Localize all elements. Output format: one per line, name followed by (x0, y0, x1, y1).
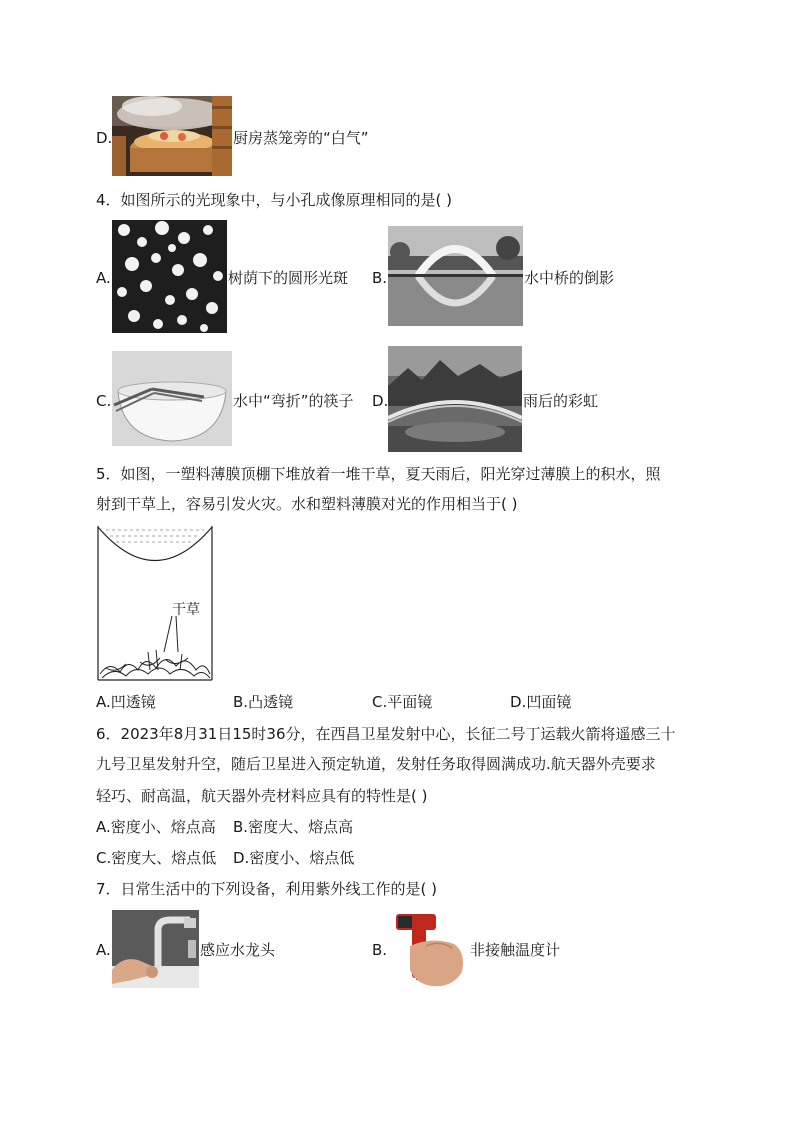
q6-stem-line3: 轻巧、耐高温，航天器外壳材料应具有的特性是( ) (96, 787, 428, 805)
q4-option-d-letter: D. (372, 392, 389, 410)
q3-option-d-letter: D. (96, 129, 113, 147)
sensor-faucet-photo (112, 910, 199, 988)
q5-option-b: B.凸透镜 (233, 693, 294, 711)
q4-option-c-letter: C. (96, 392, 112, 410)
q7-option-a-text: 感应水龙头 (200, 941, 276, 959)
q6-option-c: C.密度大、熔点低 (96, 849, 217, 867)
q7-option-a-letter: A. (96, 941, 111, 959)
q6-option-d: D.密度小、熔点低 (233, 849, 355, 867)
q5-option-c: C.平面镜 (372, 693, 433, 711)
q4-option-d-text: 雨后的彩虹 (523, 392, 599, 410)
steamer-photo (112, 96, 232, 176)
q3-option-d-text: 厨房蒸笼旁的“白气” (233, 129, 369, 147)
q4-option-b-text: 水中桥的倒影 (524, 269, 615, 287)
q6-option-b: B.密度大、熔点高 (233, 818, 354, 836)
bent-chopsticks-bowl-photo (112, 351, 232, 446)
q4-option-a-letter: A. (96, 269, 111, 287)
tree-shade-light-spots-photo (112, 220, 227, 333)
q5-option-d: D.凹面镜 (510, 693, 572, 711)
q5-stem-line2: 射到干草上，容易引发火灾。水和塑料薄膜对光的作用相当于( ) (96, 495, 518, 513)
q4-option-c-text: 水中“弯折”的筷子 (233, 392, 354, 410)
q7-stem: 7．日常生活中的下列设备，利用紫外线工作的是( ) (96, 880, 438, 898)
q4-option-a-text: 树荫下的圆形光斑 (228, 269, 349, 287)
q6-option-a: A.密度小、熔点高 (96, 818, 216, 836)
q5-option-a: A.凹透镜 (96, 693, 156, 711)
q6-stem-line2: 九号卫星发射升空，随后卫星进入预定轨道，发射任务取得圆满成功.航天器外壳要求 (96, 755, 656, 773)
q7-option-b-text: 非接触温度计 (470, 941, 561, 959)
bridge-reflection-photo (388, 226, 523, 326)
q5-stem-line1: 5．如图，一塑料薄膜顶棚下堆放着一堆干草，夏天雨后，阳光穿过薄膜上的积水，照 (96, 465, 661, 483)
rainbow-photo (388, 346, 522, 452)
q6-stem-line1: 6．2023年8月31日15时36分，在西昌卫星发射中心，长征二号丁运载火箭将遥感三十 (96, 725, 676, 743)
q4-stem: 4．如图所示的光现象中，与小孔成像原理相同的是( ) (96, 191, 453, 209)
infrared-thermometer-photo (392, 910, 468, 988)
q4-option-b-letter: B. (372, 269, 388, 287)
q7-option-b-letter: B. (372, 941, 388, 959)
hay-label: 干草 (172, 602, 200, 618)
